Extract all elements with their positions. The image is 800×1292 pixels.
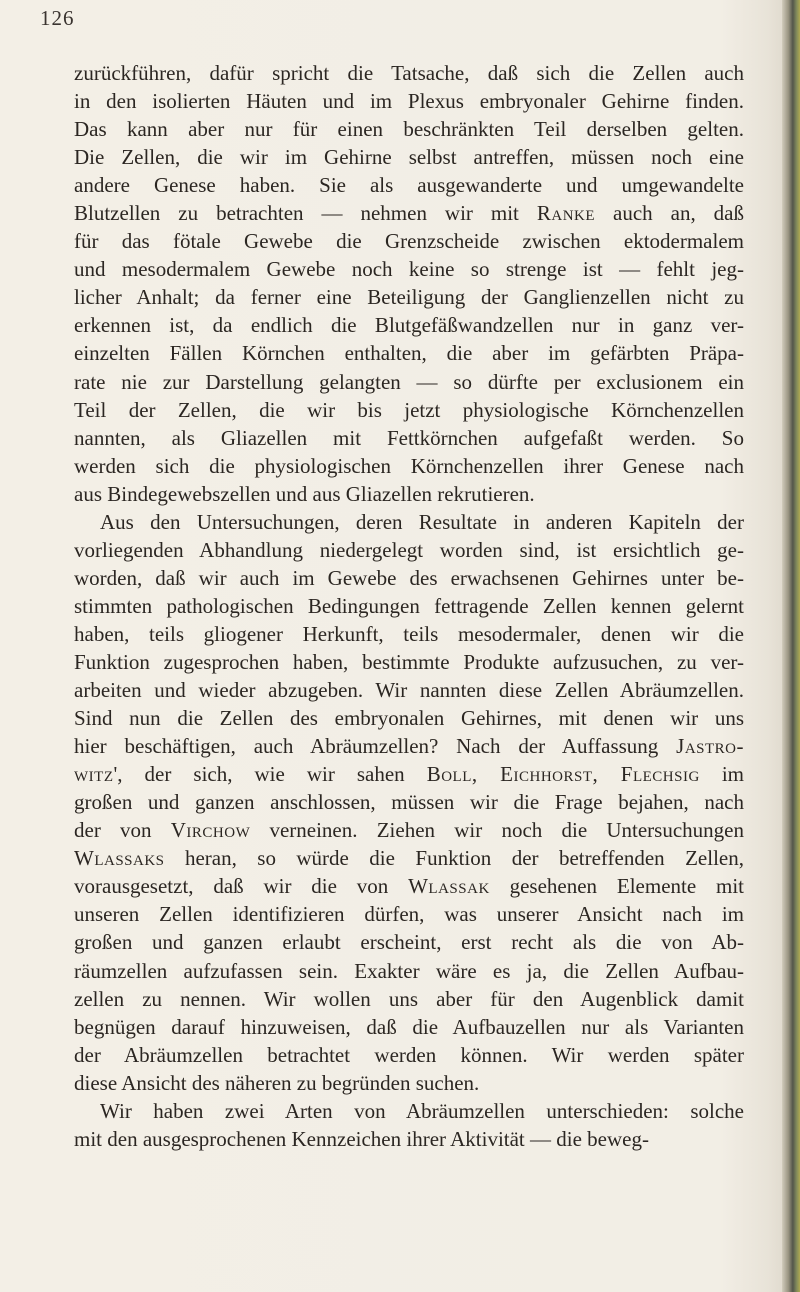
text-run: haben, teils gliogener Herkunft, teils mesodermaler, denen wir die [74,621,744,646]
text-run: zellen zu nennen. Wir wollen uns aber für den Augenblick damit [74,986,744,1011]
text-line [74,957,744,985]
text-line [74,760,744,788]
author-name: Virchow [170,818,251,843]
text-run: stimmten pathologischen Bedingungen fettragende Zellen kennen gelernt [74,593,744,618]
text-run: der von [74,818,171,843]
text-line [74,648,744,676]
author-name: Wlassak [408,874,490,899]
text-line [74,396,744,424]
text-line [74,564,744,592]
text-line [74,424,744,452]
text-run: heran, so würde die Funktion der betreffenden Zellen, [164,846,744,871]
text-line [74,283,744,311]
text-run: mit den ausgesprochenen Kennzeichen ihrer Aktivität — die beweg- [74,1126,649,1151]
text-run: Teil der Zellen, die wir bis jetzt physiologische Körnchenzellen [74,397,744,422]
page-edge [782,0,800,1292]
text-line [74,227,744,255]
author-name: Ranke [536,201,596,226]
text-line [74,1069,744,1097]
text-line [74,1097,744,1125]
text-run: und mesodermalem Gewebe noch keine so strenge ist — fehlt jeg- [74,257,744,282]
text-run: unseren Zellen identifizieren dürfen, was unserer Ansicht nach im [74,902,744,927]
author-name: Wlassaks [74,846,165,871]
text-line [74,1125,744,1153]
text-line [74,676,744,704]
author-name: witz [74,762,114,787]
text-run: ', der sich, wie wir sahen [113,762,427,787]
text-run: arbeiten und wieder abzugeben. Wir nannten diese Zellen Abräumzellen. [74,678,744,703]
page-number: 126 [40,6,75,30]
text-line [74,816,744,844]
text-line [74,508,744,536]
text-line [74,592,744,620]
text-run: hier beschäftigen, auch Abräumzellen? Nach der Auffassung [74,734,677,759]
body-text [74,59,744,1153]
text-line [74,480,744,508]
text-run: Aus den Untersuchungen, deren Resultate in anderen Kapiteln der [100,509,744,534]
text-run: erkennen ist, da endlich die Blutgefäßwandzellen nur in ganz ver- [74,313,744,338]
text-line [74,620,744,648]
text-line [74,368,744,396]
text-line [74,311,744,339]
text-run: vorausgesetzt, daß wir die von [74,874,409,899]
text-run: aus Bindegewebszellen und aus Gliazellen rekrutieren. [74,481,535,506]
text-line [74,171,744,199]
text-run: auch an, daß [595,201,745,226]
text-line [74,900,744,928]
text-run: einzelten Fällen Körnchen enthalten, die aber im gefärbten Präpa- [74,341,744,366]
text-run: Wir haben zwei Arten von Abräumzellen unterschieden: solche [100,1098,744,1123]
text-run: großen und ganzen erlaubt erscheint, erst recht als die von Ab- [74,930,744,955]
text-line [74,788,744,816]
text-line [74,255,744,283]
text-run: für das fötale Gewebe die Grenzscheide zwischen ektodermalem [74,229,744,254]
text-line [74,732,744,760]
text-run: der Abräumzellen betrachtet werden können. Wir werden später [74,1042,744,1067]
text-run: Die Zellen, die wir im Gehirne selbst antreffen, müssen noch eine [74,145,744,170]
text-line [74,985,744,1013]
text-line [74,59,744,87]
text-line [74,199,744,227]
text-run: räumzellen aufzufassen sein. Exakter wäre es ja, die Zellen Aufbau- [74,958,744,983]
text-run: nannten, als Gliazellen mit Fettkörnchen aufgefaßt werden. So [74,425,744,450]
text-run: verneinen. Ziehen wir noch die Untersuchungen [250,818,744,843]
text-line [74,115,744,143]
text-run: Das kann aber nur für einen beschränkten Teil derselben gelten. [74,117,744,142]
text-line [74,928,744,956]
text-line [74,1013,744,1041]
text-run: gesehenen Elemente mit [489,874,744,899]
text-line [74,1041,744,1069]
text-run: Sind nun die Zellen des embryonalen Gehirnes, mit denen wir uns [74,706,744,731]
text-line [74,536,744,564]
text-line [74,452,744,480]
text-line [74,87,744,115]
text-run: Funktion zugesprochen haben, bestimmte Produkte aufzusuchen, zu ver- [74,649,744,674]
author-name: Jastro- [676,734,744,759]
text-run: werden sich die physiologischen Körnchenzellen ihrer Genese nach [74,453,744,478]
author-name: Boll, Eichhorst, Flechsig [426,762,700,787]
text-run: in den isolierten Häuten und im Plexus embryonaler Gehirne finden. [74,89,744,114]
text-line [74,143,744,171]
text-line [74,704,744,732]
text-run: worden, daß wir auch im Gewebe des erwachsenen Gehirnes unter be- [74,565,744,590]
text-line [74,872,744,900]
text-run: licher Anhalt; da ferner eine Beteiligung der Ganglienzellen nicht zu [74,285,744,310]
text-run: großen und ganzen anschlossen, müssen wir die Frage bejahen, nach [74,790,744,815]
text-run: andere Genese haben. Sie als ausgewanderte und umgewandelte [74,173,744,198]
text-run: vorliegenden Abhandlung niedergelegt worden sind, ist ersichtlich ge- [74,537,744,562]
text-run: rate nie zur Darstellung gelangten — so dürfte per exclusionem ein [74,369,744,394]
text-run: zurückführen, dafür spricht die Tatsache, daß sich die Zellen auch [74,61,744,85]
text-line [74,339,744,367]
text-run: Blutzellen zu betrachten — nehmen wir mit [74,201,537,226]
text-run: diese Ansicht des näheren zu begründen suchen. [74,1070,480,1095]
text-line [74,844,744,872]
text-run: im [699,762,744,787]
text-run: begnügen darauf hinzuweisen, daß die Aufbauzellen nur als Varianten [74,1014,744,1039]
